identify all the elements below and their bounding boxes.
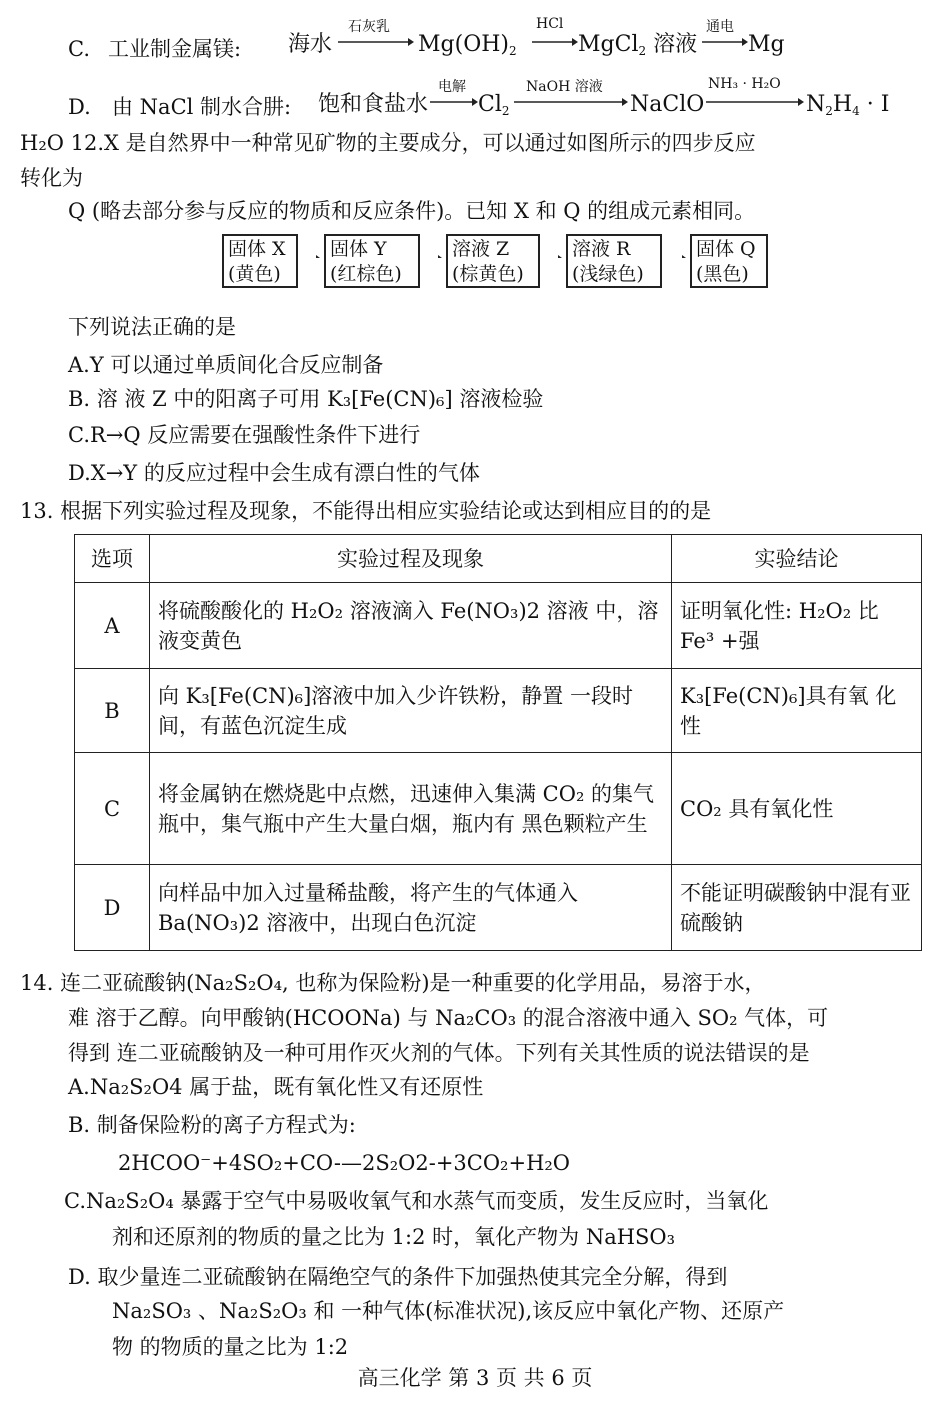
arrow-icon	[428, 76, 478, 116]
row-conclusion: 证明氧化性: H₂O₂ 比 Fe³ +强	[672, 583, 922, 669]
flow-box-y	[324, 234, 420, 288]
flow-box-color: (黑色)	[696, 263, 749, 285]
flow-box-name: 固体 Y	[330, 238, 387, 260]
d-step2-reagent: NaOH 溶液	[526, 79, 603, 95]
flow-box-color: (浅绿色)	[572, 263, 644, 285]
option-d-label: D.	[68, 95, 91, 119]
q14-option-d-line-3: 物 的物质的量之比为 1:2	[112, 1335, 349, 1359]
flow-arrow-icon	[298, 254, 324, 258]
q12-option-b: B. 溶 液 Z 中的阳离子可用 K₃[Fe(CN)₆] 溶液检验	[68, 387, 544, 411]
option-c-text: 工业制金属镁:	[108, 37, 242, 61]
flow-box-x	[222, 234, 298, 288]
q12-line-1: H₂O 12.X 是自然界中一种常见矿物的主要成分，可以通过如图所示的四步反应	[20, 131, 756, 155]
q12-option-d: D.X→Y 的反应过程中会生成有漂白性的气体	[68, 461, 480, 485]
arrow-icon	[530, 16, 578, 56]
c-step2-reagent: HCl	[536, 16, 564, 32]
d-start: 饱和食盐水	[318, 92, 429, 117]
flow-box-z	[446, 234, 540, 288]
row-process: 向样品中加入过量稀盐酸，将产生的气体通入 Ba(NO₃)2 溶液中，出现白色沉淀	[150, 865, 672, 951]
option-d-text: 由 NaCl 制水合肼:	[112, 95, 292, 119]
row-process: 将金属钠在燃烧匙中点燃，迅速伸入集满 CO₂ 的集气瓶中，集气瓶中产生大量白烟，瓶内有 黑色颗粒产生	[150, 753, 672, 865]
flow-box-color: (棕黄色)	[452, 263, 524, 285]
flow-box-name: 固体 Q	[696, 238, 756, 260]
c-intermediate-1: $Mg(OH)_2$	[418, 32, 517, 58]
table-row	[75, 583, 922, 669]
q14-line-3: 得到 连二亚硫酸钠及一种可用作灭火剂的气体。下列有关其性质的说法错误的是	[68, 1041, 810, 1065]
flow-arrow-icon	[662, 254, 688, 258]
row-option: D	[75, 865, 150, 951]
q12-option-a: A.Y 可以通过单质间化合反应制备	[68, 353, 384, 377]
flow-box-name: 固体 X	[228, 238, 286, 260]
table-header-row	[75, 535, 922, 583]
flow-box-name: 溶液 R	[572, 238, 631, 260]
arrow-icon	[704, 76, 804, 116]
option-c-label: C.	[68, 37, 90, 61]
q14-option-c-line-2: 剂和还原剂的物质的量之比为 1:2 时，氧化产物为 NaHSO₃	[112, 1225, 676, 1249]
c-step3-reagent: 通电	[706, 19, 734, 35]
flow-arrow-icon	[540, 254, 566, 258]
c-end: Mg	[748, 32, 785, 57]
q14-option-d-line-2: Na₂SO₃ 、Na₂S₂O₃ 和 一种气体(标准状况),该反应中氧化产物、还原产	[112, 1299, 785, 1323]
arrow-icon	[700, 16, 748, 56]
q14-option-c-line-1: C.Na₂S₂O₄ 暴露于空气中易吸收氧气和水蒸气而变质，发生反应时，当氧化	[64, 1189, 769, 1213]
row-process: 将硫酸酸化的 H₂O₂ 溶液滴入 Fe(NO₃)2 溶液 中，溶液变黄色	[150, 583, 672, 669]
q14-option-b: B. 制备保险粉的离子方程式为:	[68, 1113, 356, 1137]
header-process: 实验过程及现象	[150, 535, 672, 583]
arrow-icon	[512, 76, 628, 116]
row-process: 向 K₃[Fe(CN)₆]溶液中加入少许铁粉，静置 一段时间，有蓝色沉淀生成	[150, 669, 672, 753]
q14-line-2: 难 溶于乙醇。向甲酸钠(HCOONa) 与 Na₂CO₃ 的混合溶液中通入 SO₂ 气体，可	[68, 1006, 829, 1030]
flow-box-color: (红棕色)	[330, 263, 402, 285]
table-row	[75, 753, 922, 865]
row-conclusion: 不能证明碳酸钠中混有亚硫酸钠	[672, 865, 922, 951]
d-end: $N_2H_4 \cdot I$	[806, 92, 890, 118]
q12-line-2: 转化为	[20, 166, 83, 190]
q14-option-a: A.Na₂S₂O4 属于盐，既有氧化性又有还原性	[68, 1075, 484, 1099]
d-intermediate-1: $Cl_2$	[478, 92, 510, 118]
q12-option-c: C.R→Q 反应需要在强酸性条件下进行	[68, 423, 421, 447]
flow-box-color: (黄色)	[228, 263, 281, 285]
c-step1-reagent: 石灰乳	[348, 19, 390, 35]
c-intermediate-2: MgCl$_2$ 溶液	[578, 32, 698, 58]
row-conclusion: K₃[Fe(CN)₆]具有氧 化性	[672, 669, 922, 753]
row-conclusion: CO₂ 具有氧化性	[672, 753, 922, 865]
c-start: 海水	[288, 32, 333, 57]
row-option: C	[75, 753, 150, 865]
table-row	[75, 669, 922, 753]
q14-line-1: 14. 连二亚硫酸钠(Na₂S₂O₄, 也称为保险粉)是一种重要的化学用品，易溶于水，	[20, 971, 766, 995]
q14-option-b-equation: 2HCOO⁻+4SO₂+CO-—2S₂O2-+3CO₂+H₂O	[118, 1151, 571, 1175]
q14-option-d-line-1: D. 取少量连二亚硫酸钠在隔绝空气的条件下加强热使其完全分解，得到	[68, 1265, 728, 1289]
arrow-icon	[336, 16, 414, 56]
flow-arrow-icon	[420, 254, 446, 258]
flow-box-name: 溶液 Z	[452, 238, 510, 260]
q12-line-3: Q (略去部分参与反应的物质和反应条件)。已知 X 和 Q 的组成元素相同。	[68, 199, 756, 223]
row-option: A	[75, 583, 150, 669]
d-step1-reagent: 电解	[438, 79, 466, 95]
d-step3-reagent: NH₃ · H₂O	[708, 76, 781, 92]
page-footer: 高三化学 第 3 页 共 6 页	[357, 1366, 593, 1390]
q13-stem: 13. 根据下列实验过程及现象，不能得出相应实验结论或达到相应目的的是	[20, 499, 712, 523]
row-option: B	[75, 669, 150, 753]
flow-box-r	[566, 234, 662, 288]
d-intermediate-2: NaClO	[630, 92, 705, 117]
flow-box-q	[690, 234, 768, 288]
table-row	[75, 865, 922, 951]
header-conclusion: 实验结论	[672, 535, 922, 583]
q13-table	[74, 534, 922, 951]
header-option: 选项	[75, 535, 150, 583]
q12-prompt: 下列说法正确的是	[68, 315, 236, 339]
